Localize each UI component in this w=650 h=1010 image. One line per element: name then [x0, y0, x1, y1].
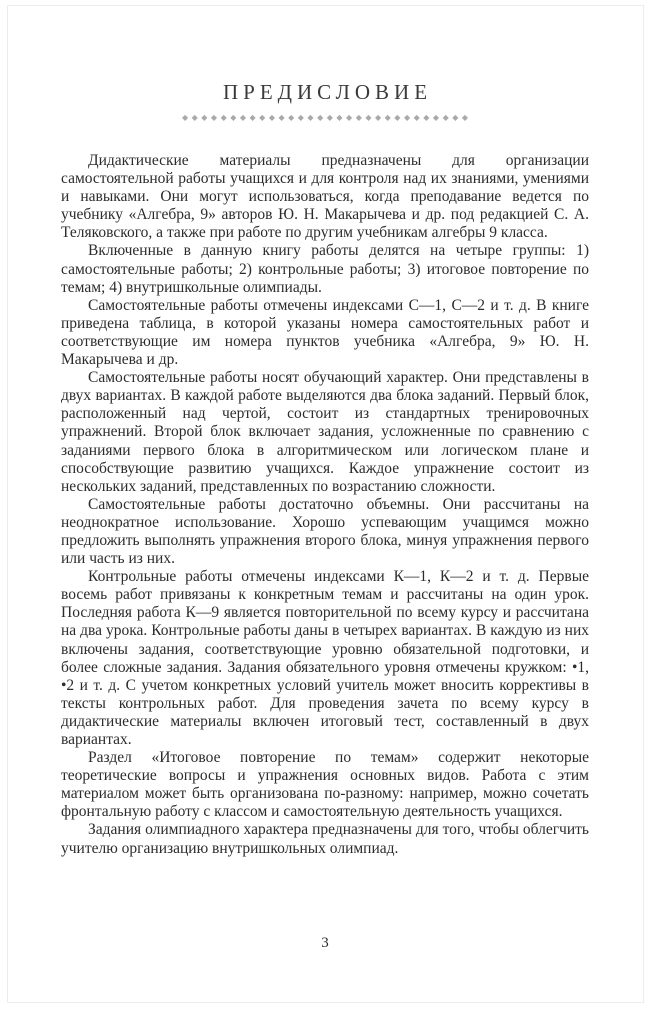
paragraph-7: Раздел «Итоговое повторение по темам» содержит некоторые теоретические вопросы и упражнения основных видов. Работа с этим материалом может быть организована по-разному: например, можно сочетать фронтальную работу с классом и самостоятельную деятельность учащихся. [61, 749, 589, 821]
paragraph-5: Самостоятельные работы достаточно объемны. Они рассчитаны на неоднократное использование. Хорошо успевающим учащимся можно предложить выполнять упражнения второго блока, минуя упражнения первого или часть из них. [61, 495, 589, 568]
page-title: ПРЕДИСЛОВИЕ [222, 80, 433, 104]
page-content [61, 80, 589, 858]
paragraph-6: Контрольные работы отмечены индексами К—1, К—2 и т. д. Первые восемь работ привязаны к конкретным темам и рассчитаны на один урок. Последняя работа К—9 является повторительной по всему курсу и рассчитана на два урока. Контрольные работы даны в четырех вариантах. В каждую из них включены задания, соответствующие уровню обязательной подготовки, и более сложные задания. Задания обязательного уровня отмечены кружком: •1, •2 и т. д. С учетом конкретных условий учитель может вносить коррективы в тексты контрольных работ. Для проведения зачета по всему курсу в дидактические материалы включен итоговый тест, составленный в двух вариантах. [61, 568, 589, 748]
paragraph-4: Самостоятельные работы носят обучающий характер. Они представлены в двух вариантах. В каждой работе выделяются два блока заданий. Первый блок, расположенный над чертой, состоит из стандартных тренировочных упражнений. Второй блок включает задания, усложненные по сравнению с заданиями первого блока в алгоритмическом или логическом плане и способствующие развитию учащихся. Каждое упражнение состоит из нескольких заданий, представленных по возрастанию сложности. [61, 369, 589, 495]
paragraph-8: Задания олимпиадного характера предназначены для того, чтобы облегчить учителю организацию внутришкольных олимпиад. [61, 821, 589, 857]
paragraph-2: Включенные в данную книгу работы делятся на четыре группы: 1) самостоятельные работы; 2) контрольные работы; 3) итоговое повторение по темам; 4) внутришкольные олимпиады. [61, 242, 589, 296]
preface-body [61, 152, 589, 858]
page-number: 3 [321, 935, 329, 951]
title-ornament-diamonds: ◆◆◆◆◆◆◆◆◆◆◆◆◆◆◆◆◆◆◆◆◆◆◆◆◆◆◆◆◆◆ [181, 113, 472, 122]
paragraph-1: Дидактические материалы предназначены для организации самостоятельной работы учащихся и для контроля над их знаниями, умениями и навыками. Они могут использоваться, когда преподавание ведется по учебнику «Алгебра, 9» авторов Ю. Н. Макарычева и др. под редакцией С. А. Теляковского, а также при работе по другим учебникам алгебры 9 класса. [61, 152, 589, 242]
paragraph-3: Самостоятельные работы отмечены индексами С—1, С—2 и т. д. В книге приведена таблица, в которой указаны номера самостоятельных работ и соответствующие им номера пунктов учебника «Алгебра, 9» Ю. Н. Макарычева и др. [61, 296, 589, 369]
